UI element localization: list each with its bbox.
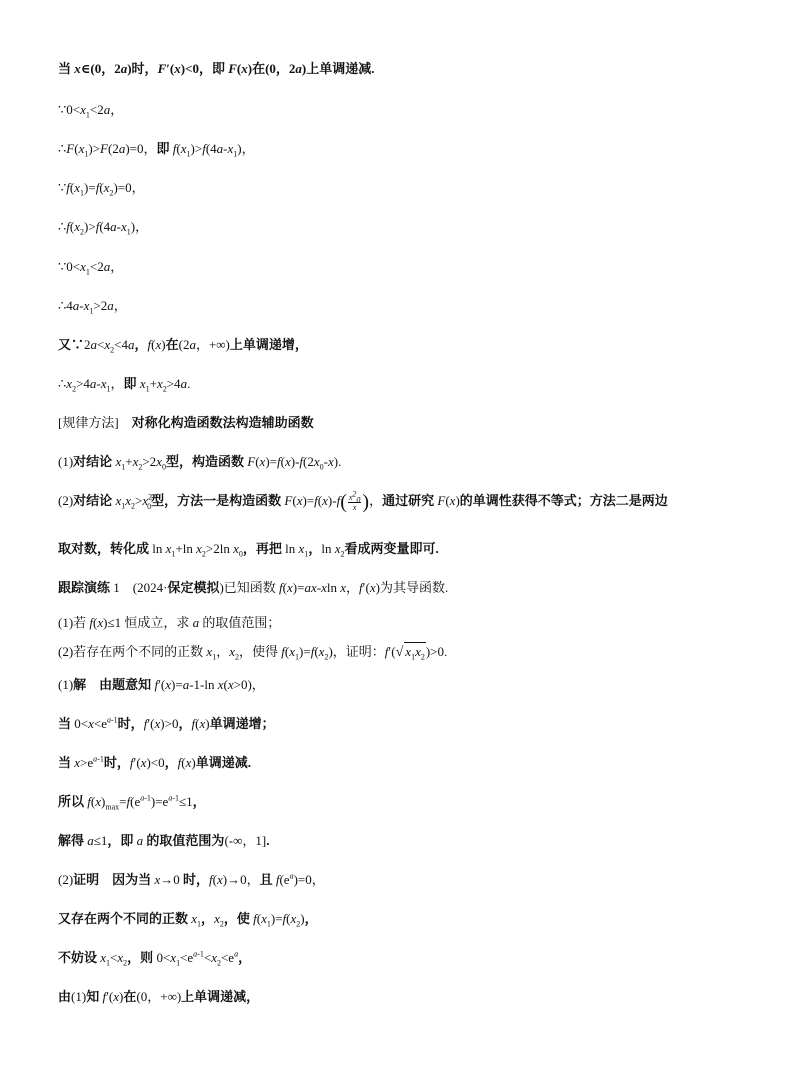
- text-line: (1)对结论 $x_1+x_2>2x_0$型，构造函数 $F(x)=f(x)-f(2x_0-x)$.: [58, 454, 342, 472]
- text-line: 取对数，转化成 $\ln x_1+\ln$ $x_2>2\ln$ $x_0$，再把 $\ln x_1$，$\ln x_2$看成两变量即可.: [58, 541, 439, 559]
- text-line: $\because f(x_1)=f(x_2)=0$，: [58, 180, 145, 198]
- text-line: (1)若 f(x)≤1 恒成立，求 a 的取值范围；: [58, 615, 281, 630]
- text-line: 解得 a≤1，即 a 的取值范围为(-∞，1].: [58, 833, 270, 848]
- text-line: 当 $0<x<e^{a-1}$时，f′(x)>0，f(x)单调递增；: [58, 715, 275, 731]
- text-line: $\therefore 4a-x_1>2a$，: [58, 298, 127, 316]
- text-line: 又存在两个不同的正数 $x_1$，$x_2$，使 $f(x_1)=f(x_2)$，: [58, 911, 318, 929]
- text-line: $\because 0<x_1<2a$，: [58, 259, 124, 277]
- text-line: $\therefore x_2>4a-x_1$，即 $x_1+x_2>4a$.: [58, 376, 191, 394]
- text-line: 不妨设 $x_1<x_2$，则 $0<x_1<e^{a-1}<x_2<e^a$，: [58, 949, 252, 968]
- text-line: (1)解 由题意知 f′(x)=a-1-ln x(x>0)，: [58, 677, 265, 692]
- text-line: 当 $x>e^{a-1}$时，f′(x)<0，f(x)单调递减.: [58, 754, 251, 770]
- text-line: $\therefore f(x_2)>f(4a-x_1)$，: [58, 219, 149, 237]
- text-line: (2)对结论 $x_1x_2>x^2_0$型，方法一是构造函数 F(x)=f(x)-f( $\frac{x^2_0}{x}$ )，通过研究 F(x)的单调性获得不等式；方法二是两边: [58, 488, 668, 514]
- text-line: $\because 0<x_1<2a$，: [58, 102, 124, 120]
- text-line: 当 x∈(0，2a)时，F′(x)<0，即 F(x)在(0，2a)上单调递减.: [58, 61, 375, 76]
- text-line: 由(1)知 f′(x)在(0，+∞)上单调递减，: [58, 989, 260, 1004]
- exercise-heading: 跟踪演练 1 (2024·保定模拟)已知函数 f(x)=ax-xln x，f′(x)为其导函数.: [58, 580, 449, 595]
- text-line: 所以 $f(x)_{max}=f(e^{a-1})=e^{a-1}\le 1$，: [58, 793, 206, 812]
- text-line: 又$\because 2a<x_2<4a$，f(x)在(2a，+∞)上单调递增，: [58, 337, 308, 355]
- text-line: (2)若存在两个不同的正数 $x_1$，$x_2$，使得 $f(x_1)=f(x_2)$，证明：f′(√ $x_1x_2)>0$.: [58, 644, 448, 662]
- section-heading: [规律方法] 对称化构造函数法构造辅助函数: [58, 415, 314, 430]
- text-line: (2)证明 因为当 x→0 时，f(x)→0，且 $f(e^a)=0$，: [58, 871, 325, 887]
- text-line: $\therefore F(x_1)>F(2a)=0$，即 $f(x_1)>f(4a-x_1)$，: [58, 141, 255, 159]
